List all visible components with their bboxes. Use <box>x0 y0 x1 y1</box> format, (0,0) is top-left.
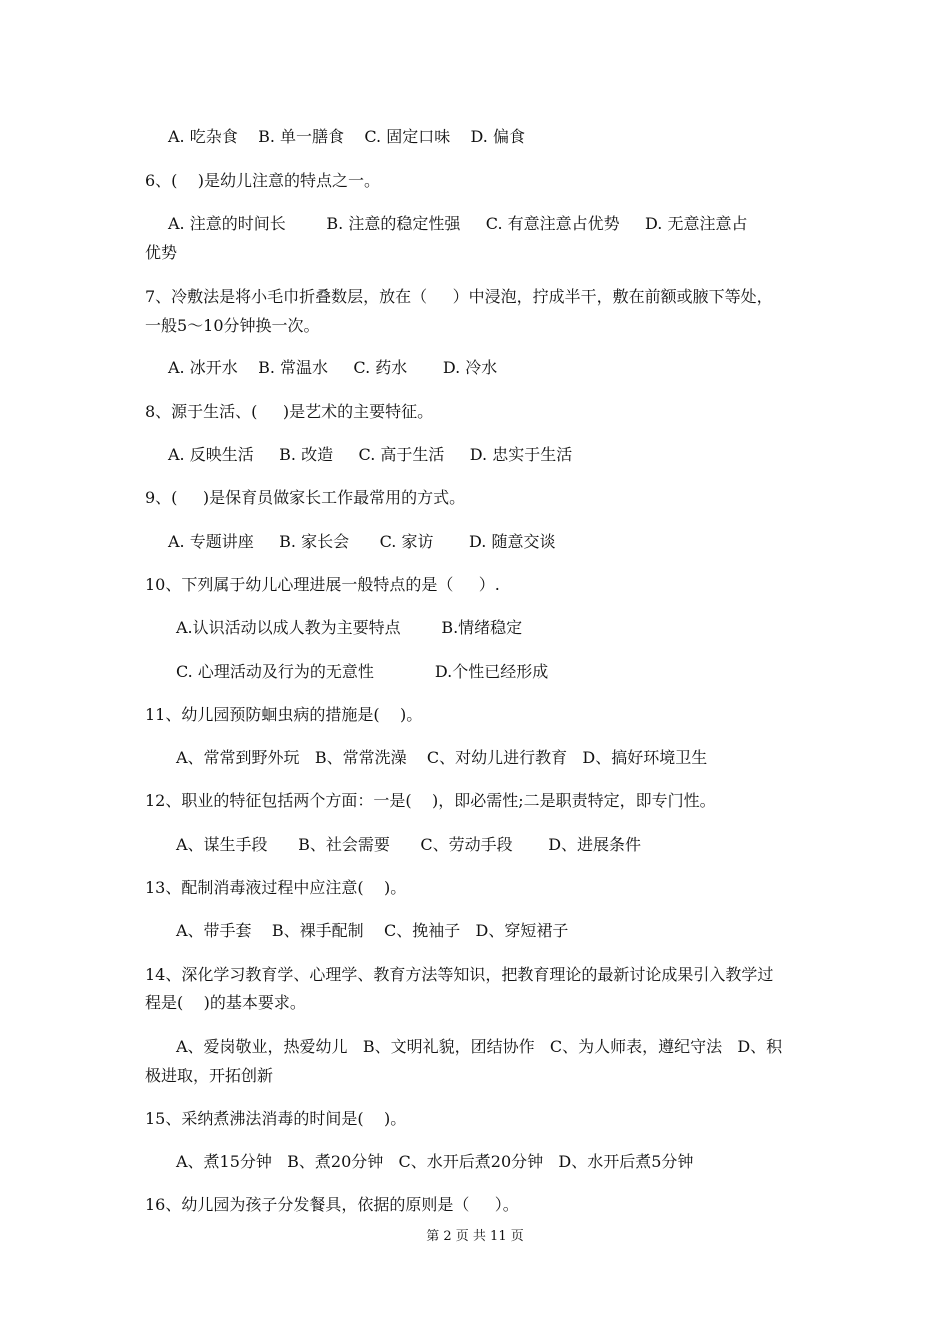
options-q6: A. 注意的时间长 B. 注意的稳定性强 C. 有意注意占优势 D. 无意注意占 <box>168 214 748 233</box>
options-q14-cont: 极进取，开拓创新 <box>145 1066 274 1085</box>
options-q9: A. 专题讲座 B. 家长会 C. 家访 D. 随意交谈 <box>168 532 556 551</box>
question-7: 7、冷敷法是将小毛巾折叠数层，放在（ ）中浸泡，拧成半干，敷在前额或腋下等处， <box>145 287 773 306</box>
options-q14: A、爱岗敬业，热爱幼儿 B、文明礼貌，团结协作 C、为人师表，遵纪守法 D、积 <box>176 1037 783 1056</box>
question-8: 8、源于生活、( )是艺术的主要特征。 <box>145 402 434 421</box>
question-13: 13、配制消毒液过程中应注意( )。 <box>145 878 407 897</box>
options-q15: A、煮15分钟 B、煮20分钟 C、水开后煮20分钟 D、水开后煮5分钟 <box>176 1152 694 1171</box>
options-q6-cont: 优势 <box>145 243 178 262</box>
question-10: 10、下列属于幼儿心理进展一般特点的是（ ）. <box>145 575 500 594</box>
question-14-cont: 程是( )的基本要求。 <box>145 993 306 1012</box>
options-q12: A、谋生手段 B、社会需要 C、劳动手段 D、进展条件 <box>176 835 642 854</box>
question-11: 11、幼儿园预防蛔虫病的措施是( )。 <box>145 705 423 724</box>
page-footer: 第 2 页 共 11 页 <box>426 1229 524 1244</box>
question-16: 16、幼儿园为孩子分发餐具，依据的原则是（ ）。 <box>145 1195 519 1214</box>
options-q10-ab: A.认识活动以成人教为主要特点 B.情绪稳定 <box>176 618 523 637</box>
options-q10-cd: C. 心理活动及行为的无意性 D.个性已经形成 <box>176 662 549 681</box>
options-q13: A、带手套 B、裸手配制 C、挽袖子 D、穿短裙子 <box>176 921 569 940</box>
question-14: 14、深化学习教育学、心理学、教育方法等知识，把教育理论的最新讨论成果引入教学过 <box>145 965 774 984</box>
options-q11: A、常常到野外玩 B、常常洗澡 C、对幼儿进行教育 D、搞好环境卫生 <box>176 748 708 767</box>
options-q7: A. 冰开水 B. 常温水 C. 药水 D. 冷水 <box>168 358 498 377</box>
question-7-cont: 一般5～10分钟换一次。 <box>145 316 320 335</box>
options-q8: A. 反映生活 B. 改造 C. 高于生活 D. 忠实于生活 <box>168 445 573 464</box>
question-9: 9、( )是保育员做家长工作最常用的方式。 <box>145 488 466 507</box>
question-12: 12、职业的特征包括两个方面：一是( )，即必需性;二是职责特定，即专门性。 <box>145 791 716 810</box>
options-q5: A. 吃杂食 B. 单一膳食 C. 固定口味 D. 偏食 <box>168 127 525 146</box>
question-15: 15、采纳煮沸法消毒的时间是( )。 <box>145 1109 407 1128</box>
question-6: 6、( )是幼儿注意的特点之一。 <box>145 171 381 190</box>
